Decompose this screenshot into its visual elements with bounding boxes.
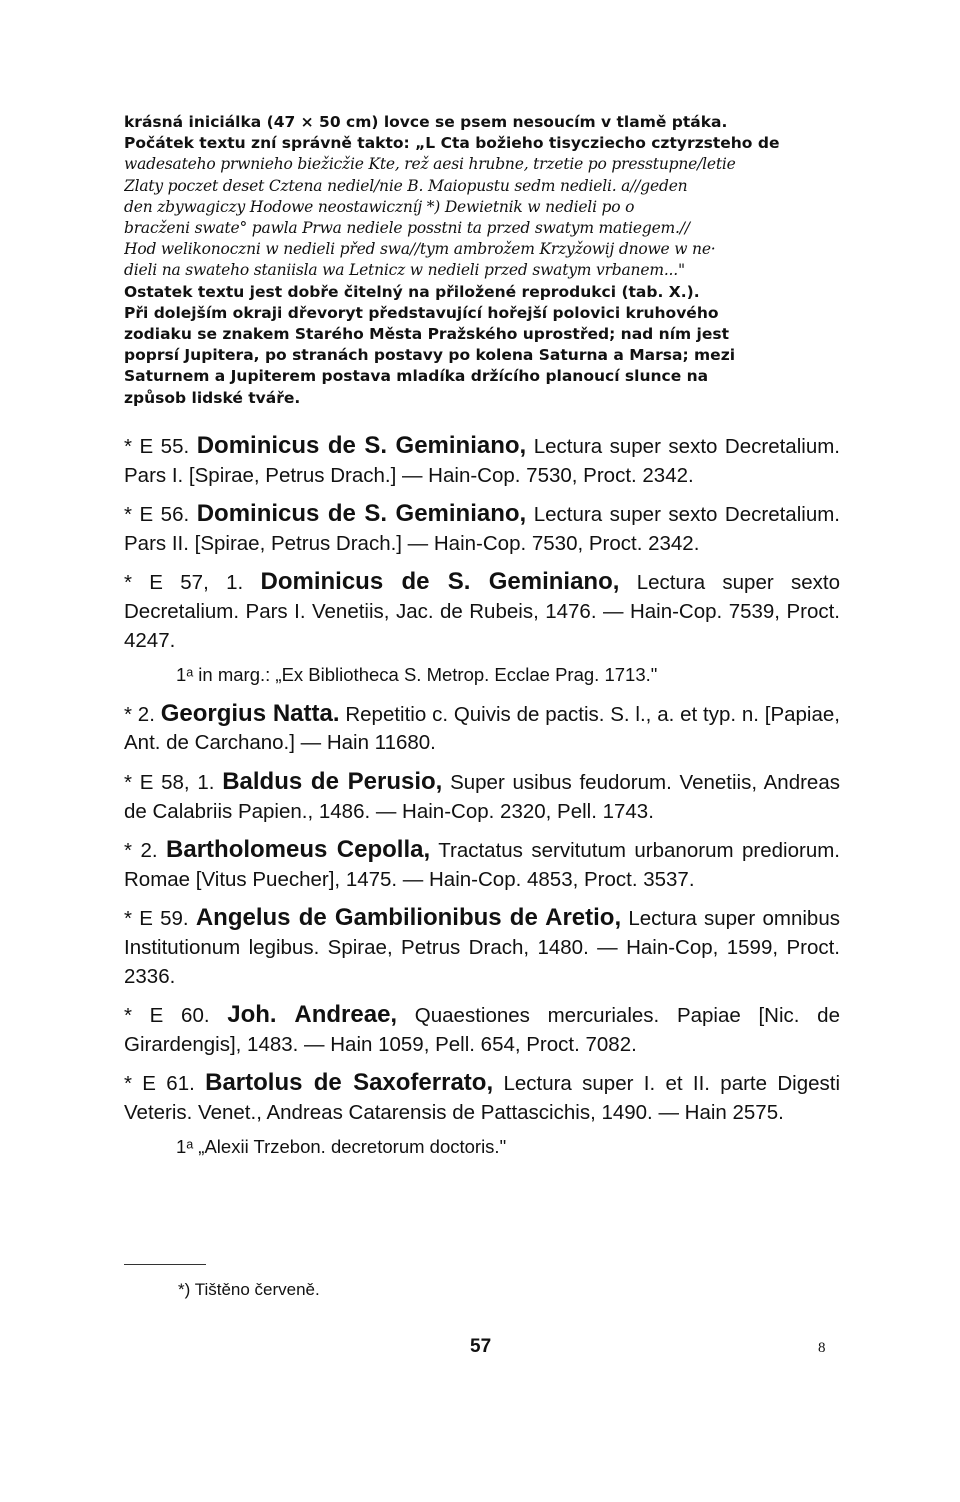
intro-line: Zlaty poczet deset Cztena nediel/nie B. Maiopustu sedm nedieli. a//geden bbox=[124, 176, 688, 195]
catalog-entry bbox=[124, 700, 840, 758]
entry-author: Angelus de Gambilionibus de Aretio, bbox=[195, 904, 622, 932]
intro-line: den zbywagiczy Hodowe neostawiczníj *) Dewietnik w nedieli po o bbox=[124, 197, 635, 216]
entry-author: Dominicus de S. Geminiano, bbox=[196, 432, 527, 459]
entry-number: * E 57, 1. bbox=[124, 571, 244, 595]
intro-line: Hod welikonoczni w nedieli před swa//tym ambrožem Krzyžowij dnowe w ne· bbox=[124, 240, 716, 259]
intro-line: Počátek textu zní správně takto: „L Cta božieho tisycziecho cztyrzsteho de bbox=[124, 134, 780, 153]
entry-description: Lectura super sexto Decretalium. Pars I. Venetiis, Jac. de Rubeis, 1476. — Hain-Cop. 7539, Proct. 4247. bbox=[124, 571, 840, 652]
intro-paragraph bbox=[124, 112, 840, 409]
footnote: *) Tištěno červeně. bbox=[178, 1280, 320, 1299]
entry-author: Bartholomeus Cepolla, bbox=[166, 836, 431, 864]
catalog-entry bbox=[124, 568, 840, 655]
intro-line: bracženi swate° pawla Prwa nediele posstni ta przed swatym matiegem.// bbox=[124, 219, 690, 238]
intro-line: Saturnem a Jupiterem postava mladíka držícího planoucí slunce na bbox=[124, 367, 709, 386]
entry-note: 1ᵃ „Alexii Trzebon. decretorum doctoris." bbox=[176, 1136, 507, 1158]
catalog-entries bbox=[124, 432, 840, 1172]
entry-author: Dominicus de S. Geminiano, bbox=[260, 568, 620, 596]
entry-number: * 2. bbox=[124, 702, 155, 726]
intro-line: zodiaku se znakem Starého Města Pražského uprostřed; nad ním jest bbox=[124, 325, 730, 344]
intro-line: wadesateho prwnieho biežicžie Kte, rež aesi hrubne, trzetie po presstupne/letie bbox=[124, 155, 736, 174]
catalog-entry bbox=[124, 1001, 840, 1059]
catalog-entry bbox=[124, 1069, 840, 1127]
page-number: 57 bbox=[470, 1336, 492, 1357]
entry-author: Bartolus de Saxoferrato, bbox=[205, 1069, 494, 1097]
entry-author: Baldus de Perusio, bbox=[222, 767, 443, 795]
catalog-entry bbox=[124, 432, 840, 490]
entry-description: Lectura super sexto Decretalium. Pars I. [Spirae, Petrus Drach.] — Hain-Cop. 7530, Proct. 2342. bbox=[124, 435, 840, 487]
catalog-entry bbox=[124, 904, 840, 991]
entry-description: Lectura super omnibus Institutionum legibus. Spirae, Petrus Drach, 1480. — Hain-Cop, 1599, Proct. 2336. bbox=[124, 907, 840, 988]
entry-author: Joh. Andreae, bbox=[227, 1001, 398, 1029]
entry-author: Dominicus de S. Geminiano, bbox=[196, 500, 527, 528]
entry-description: Quaestiones mercuriales. Papiae [Nic. de Girardengis], 1483. — Hain 1059, Pell. 654, Proct. 7082. bbox=[124, 1004, 840, 1056]
catalog-entry bbox=[124, 500, 840, 558]
catalog-entry bbox=[124, 768, 840, 826]
signature-mark: 8 bbox=[818, 1340, 826, 1356]
entry-number: * E 59. bbox=[124, 907, 189, 931]
entry-number: * E 55. bbox=[124, 435, 190, 458]
intro-line: krásná iniciálka (47 × 50 cm) lovce se psem nesoucím v tlamě ptáka. bbox=[124, 113, 728, 131]
entry-number: * E 58, 1. bbox=[124, 770, 215, 794]
intro-line: způsob lidské tváře. bbox=[124, 388, 301, 407]
footnote-rule bbox=[124, 1264, 206, 1265]
entry-description: Lectura super sexto Decretalium. Pars II. [Spirae, Petrus Drach.] — Hain-Cop. 7530, Proct. 2342. bbox=[124, 503, 840, 555]
entry-number: * E 60. bbox=[124, 1004, 210, 1028]
intro-line: Při dolejším okraji dřevoryt představující hořejší polovici kruhového bbox=[124, 303, 719, 322]
entry-number: * E 56. bbox=[124, 503, 190, 527]
intro-line: poprsí Jupitera, po stranách postavy po kolena Saturna a Marsa; mezi bbox=[124, 346, 736, 365]
entry-description: Lectura super I. et II. parte Digesti Veteris. Venet., Andreas Catarensis de Pattascichis, 1490. — Hain 2575. bbox=[124, 1072, 840, 1124]
intro-line: Ostatek textu jest dobře čitelný na přiložené reprodukci (tab. X.). bbox=[124, 282, 700, 301]
entry-number: * 2. bbox=[124, 839, 158, 863]
entry-description: Repetitio c. Quivis de pactis. S. l., a. et typ. n. [Papiae, Ant. de Carchano.] — Hain 11680. bbox=[124, 702, 840, 755]
intro-line: dieli na swateho staniisla wa Letnicz w nedieli przed swatym vrbanem..." bbox=[124, 261, 685, 280]
entry-description: Tractatus servitutum urbanorum prediorum. Romae [Vitus Puecher], 1475. — Hain-Cop. 4853, Proct. 3537. bbox=[124, 839, 840, 891]
entry-description: Super usibus feudorum. Venetiis, Andreas de Calabriis Papien., 1486. — Hain-Cop. 2320, Pell. 1743. bbox=[124, 770, 840, 823]
entry-author: Georgius Natta. bbox=[160, 699, 340, 727]
catalog-entry bbox=[124, 836, 840, 894]
entry-number: * E 61. bbox=[124, 1072, 195, 1096]
entry-note: 1ᵃ in marg.: „Ex Bibliotheca S. Metrop. Ecclae Prag. 1713." bbox=[176, 664, 658, 686]
